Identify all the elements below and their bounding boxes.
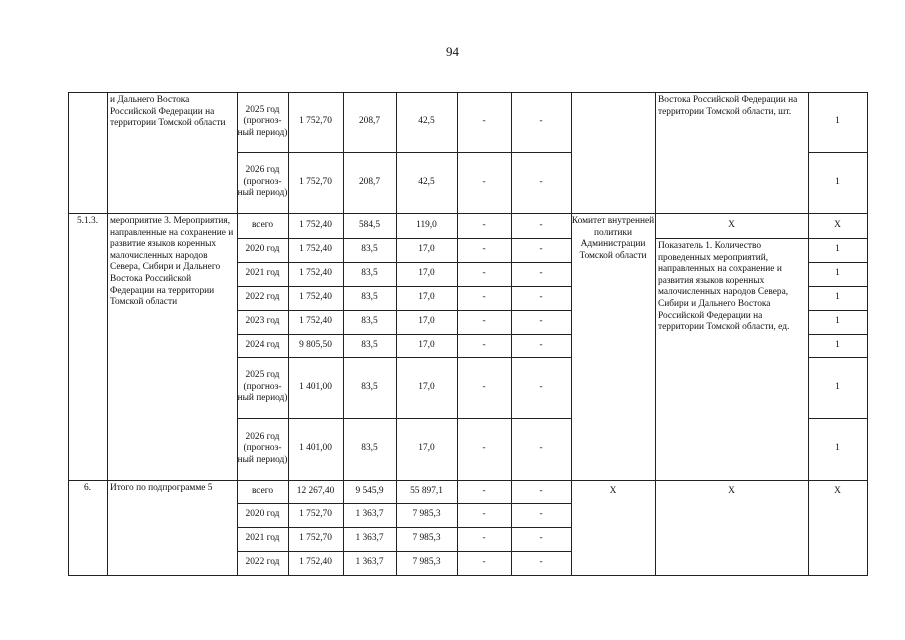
dash-cell: - — [539, 557, 543, 568]
dash-cell: - — [539, 533, 543, 544]
dash-cell: - — [482, 339, 486, 350]
value-x: X — [834, 485, 841, 496]
amount-cell: 83,5 — [361, 339, 378, 350]
amount-cell: 208,7 — [358, 176, 381, 187]
year-cell: 2020 год — [245, 244, 280, 255]
dash-cell: - — [482, 219, 486, 230]
dash-cell: - — [539, 268, 543, 279]
dash-cell: - — [482, 268, 486, 279]
amount-cell: 7 985,3 — [412, 509, 441, 520]
year-cell: всего — [251, 219, 274, 230]
row-number: 6. — [83, 483, 92, 493]
amount-cell: 83,5 — [361, 443, 378, 454]
indicator-x: X — [728, 219, 735, 230]
amount-cell: 17,0 — [418, 316, 435, 327]
executor-cell: Комитет внутренней политики Администрации Томской области — [571, 216, 655, 261]
dash-cell: - — [482, 292, 486, 303]
dash-cell: - — [482, 316, 486, 327]
amount-cell: 1 363,7 — [355, 557, 384, 568]
year-cell: 2021 год — [245, 268, 280, 279]
dash-cell: - — [482, 244, 486, 255]
dash-cell: - — [482, 557, 486, 568]
year-cell: всего — [251, 485, 274, 496]
amount-cell: 119,0 — [416, 219, 437, 230]
dash-cell: - — [539, 381, 543, 392]
year-cell: 2024 год — [245, 339, 280, 350]
row-name: и Дальнего Востока Российской Федерации на территории Томской области — [110, 95, 226, 129]
indicator-value-cell: 1 — [835, 116, 840, 127]
amount-cell: 83,5 — [361, 244, 378, 255]
indicator-x: X — [728, 485, 735, 496]
total-cell: 1 752,70 — [299, 533, 332, 544]
dash-cell: - — [539, 443, 543, 454]
total-cell: 1 752,40 — [299, 268, 332, 279]
year-cell: 2025 год (прогноз-ный период) — [237, 370, 288, 404]
total-cell: 1 752,40 — [299, 316, 332, 327]
indicator-value-cell: 1 — [835, 381, 840, 392]
row-name: мероприятие 3. Мероприятия, направленные на сохранение и развитие языков коренных малочисленных народов Севера, Сибири и Дальнего Востока Российской Федерации на территории Томской области — [110, 216, 234, 308]
table-rule — [68, 575, 868, 576]
year-cell: 2026 год (прогноз-ный период) — [237, 165, 288, 199]
dash-cell: - — [539, 219, 543, 230]
amount-cell: 7 985,3 — [412, 557, 441, 568]
total-cell: 9 805,50 — [299, 339, 332, 350]
dash-cell: - — [482, 116, 486, 127]
dash-cell: - — [482, 485, 486, 496]
dash-cell: - — [539, 316, 543, 327]
dash-cell: - — [482, 176, 486, 187]
amount-cell: 17,0 — [418, 443, 435, 454]
amount-cell: 9 545,9 — [355, 485, 384, 496]
row-name: Итого по подпрограмме 5 — [110, 483, 213, 493]
total-cell: 1 752,70 — [299, 509, 332, 520]
year-cell: 2026 год (прогноз-ный период) — [237, 431, 288, 465]
indicator-value-cell: 1 — [835, 268, 840, 279]
amount-cell: 1 363,7 — [355, 533, 384, 544]
amount-cell: 17,0 — [418, 292, 435, 303]
amount-cell: 584,5 — [358, 219, 381, 230]
value-x: X — [834, 219, 841, 230]
amount-cell: 17,0 — [418, 339, 435, 350]
total-cell: 1 401,00 — [299, 443, 332, 454]
total-cell: 1 752,40 — [299, 244, 332, 255]
total-cell: 1 401,00 — [299, 381, 332, 392]
indicator-text: Показатель 1. Количество проведенных мероприятий, направленных на сохранение и развития языков коренных малочисленных народов Севера, Сибири и Дальнего Востока Российской Федерации на территории Томской области, ед. — [658, 241, 790, 333]
amount-cell: 208,7 — [358, 116, 381, 127]
row-number: 5.1.3. — [76, 216, 99, 226]
amount-cell: 83,5 — [361, 316, 378, 327]
dash-cell: - — [539, 339, 543, 350]
amount-cell: 7 985,3 — [412, 533, 441, 544]
dash-cell: - — [539, 292, 543, 303]
amount-cell: 17,0 — [418, 268, 435, 279]
amount-cell: 83,5 — [361, 381, 378, 392]
amount-cell: 17,0 — [418, 381, 435, 392]
amount-cell: 17,0 — [418, 244, 435, 255]
dash-cell: - — [482, 509, 486, 520]
amount-cell: 42,5 — [418, 176, 435, 187]
year-cell: 2023 год — [245, 316, 280, 327]
dash-cell: - — [539, 116, 543, 127]
indicator-value-cell: 1 — [835, 316, 840, 327]
year-cell: 2025 год (прогноз-ный период) — [237, 104, 288, 138]
total-cell: 12 267,40 — [296, 485, 335, 496]
amount-cell: 55 897,1 — [410, 485, 443, 496]
indicator-value-cell: 1 — [835, 339, 840, 350]
year-cell: 2022 год — [245, 292, 280, 303]
total-cell: 1 752,40 — [299, 292, 332, 303]
dash-cell: - — [539, 509, 543, 520]
page-number: 94 — [446, 44, 459, 59]
dash-cell: - — [482, 533, 486, 544]
amount-cell: 42,5 — [418, 116, 435, 127]
amount-cell: 83,5 — [361, 292, 378, 303]
year-cell: 2021 год — [245, 533, 280, 544]
total-cell: 1 752,40 — [299, 557, 332, 568]
indicator-value-cell: 1 — [835, 244, 840, 255]
indicator-value-cell: 1 — [835, 176, 840, 187]
indicator-value-cell: 1 — [835, 443, 840, 454]
executor-x: X — [609, 485, 617, 496]
dash-cell: - — [482, 381, 486, 392]
total-cell: 1 752,40 — [299, 219, 332, 230]
dash-cell: - — [539, 485, 543, 496]
total-cell: 1 752,70 — [299, 176, 332, 187]
indicator-value-cell: 1 — [835, 292, 840, 303]
dash-cell: - — [539, 244, 543, 255]
amount-cell: 83,5 — [361, 268, 378, 279]
total-cell: 1 752,70 — [299, 116, 332, 127]
amount-cell: 1 363,7 — [355, 509, 384, 520]
indicator-text: Востока Российской Федерации на территории Томской области, шт. — [658, 95, 798, 117]
year-cell: 2020 год — [245, 509, 280, 520]
dash-cell: - — [482, 443, 486, 454]
dash-cell: - — [539, 176, 543, 187]
year-cell: 2022 год — [245, 557, 280, 568]
